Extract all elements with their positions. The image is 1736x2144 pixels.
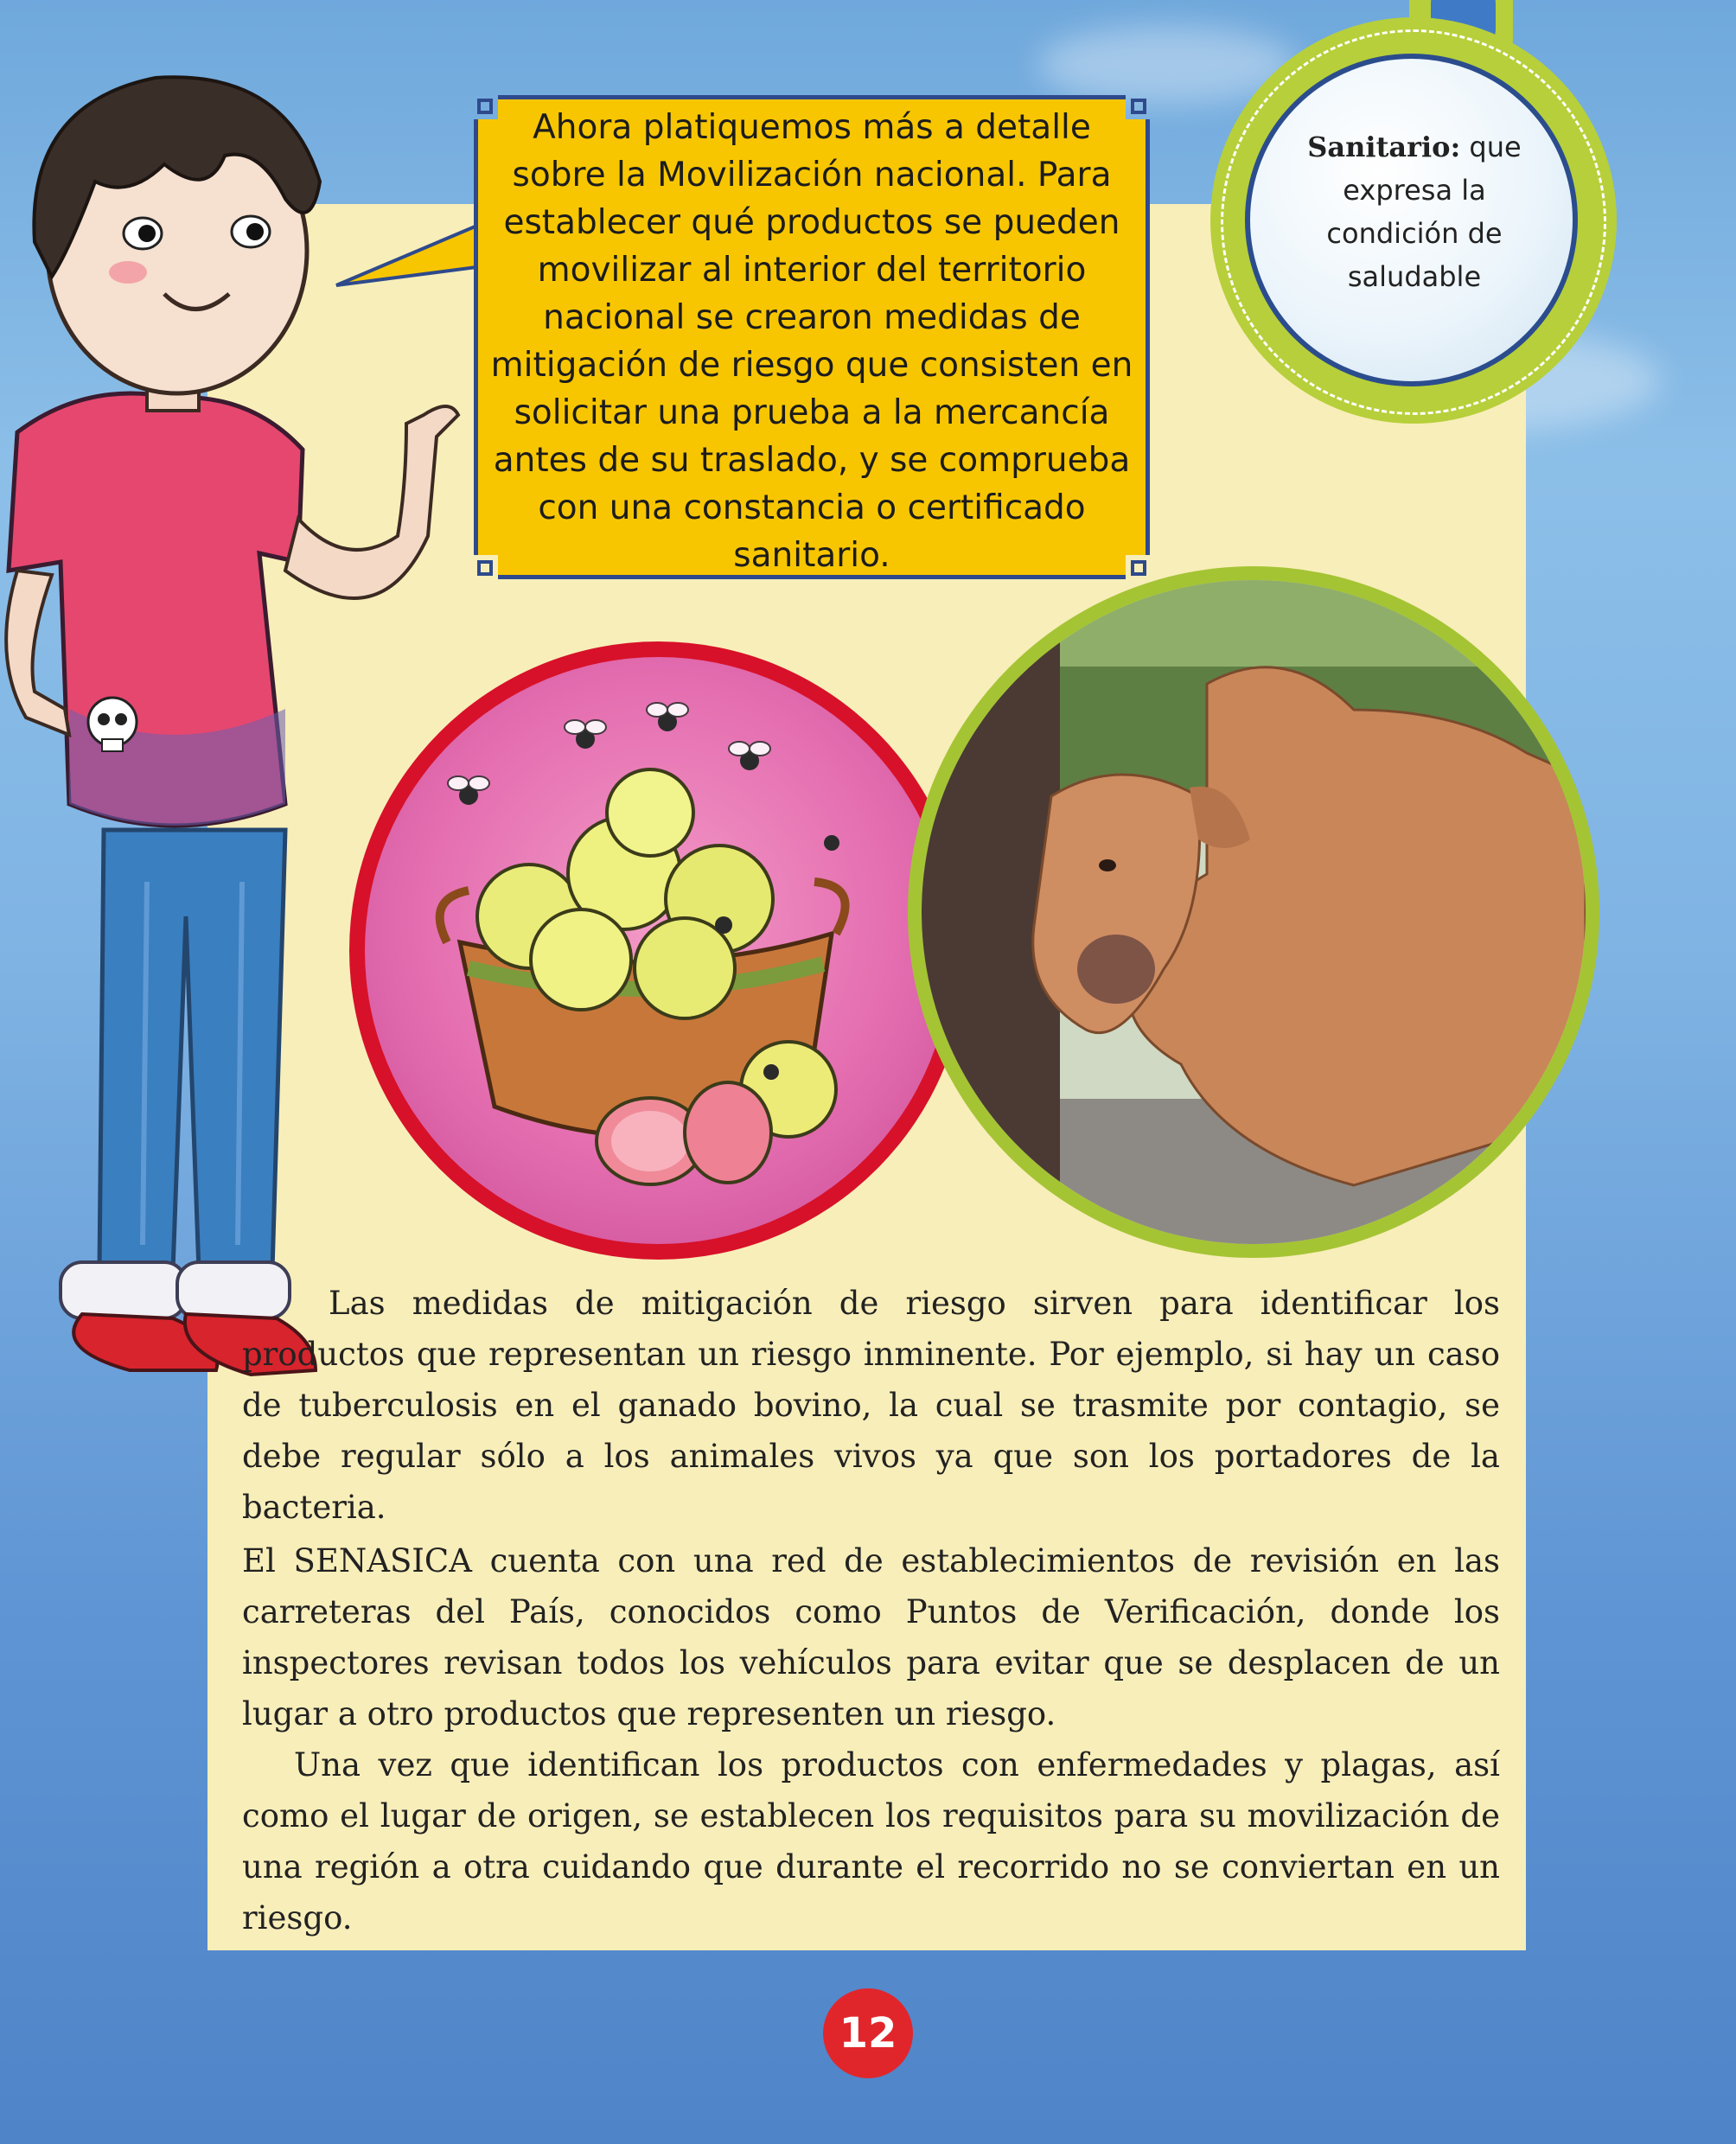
speech-bubble-text: Ahora platiquemos más a detalle sobre la Movilización nacional. Para establecer qué productos se pueden movilizar al interior del territorio nacional se crearon medidas de mitigación de riesgo que consisten en solicitar una prueba a la mercancía antes de su traslado, y se comprueba con una constancia o certificado sanitario. <box>490 108 1133 575</box>
speech-bubble-tail <box>332 214 488 301</box>
body-paragraph-1: Las medidas de mitigación de riesgo sirven para identificar los productos que representan un riesgo inminente. Por ejemplo, si hay un caso de tuberculosis en el ganado bovino, la cual se trasmite por contagio, se debe regular sólo a los animales vivos ya que son los portadores de la bacteria. <box>242 1285 1500 1526</box>
fruit-basket-image-frame <box>349 641 967 1260</box>
glossary-box <box>1276 125 1553 298</box>
body-paragraph-3: Una vez que identifican los productos con enfermedades y plagas, así como el lugar de origen, se establecen los requisitos para su movilización de una región a otra cuidando que durante el recorrido no se conviertan en un riesgo. <box>242 1746 1500 1937</box>
body-paragraph-2: El SENASICA cuenta con una red de establecimientos de revisión en las carreteras del País, conocidos como Puntos de Verificación, donde los inspectores revisan todos los vehículos para evitar que se desplacen de un lugar a otro productos que representen un riesgo. <box>242 1542 1500 1732</box>
cattle-icon <box>922 580 1586 1244</box>
page-number-badge: 12 <box>823 1988 913 2078</box>
cattle-photo <box>922 580 1586 1244</box>
glossary-definition: que expresa la condición de saludable <box>1326 131 1522 293</box>
glossary-term: Sanitario: <box>1307 131 1461 163</box>
guava-basket-with-flies-icon <box>365 657 952 1244</box>
fruit-basket-illustration <box>365 657 952 1244</box>
